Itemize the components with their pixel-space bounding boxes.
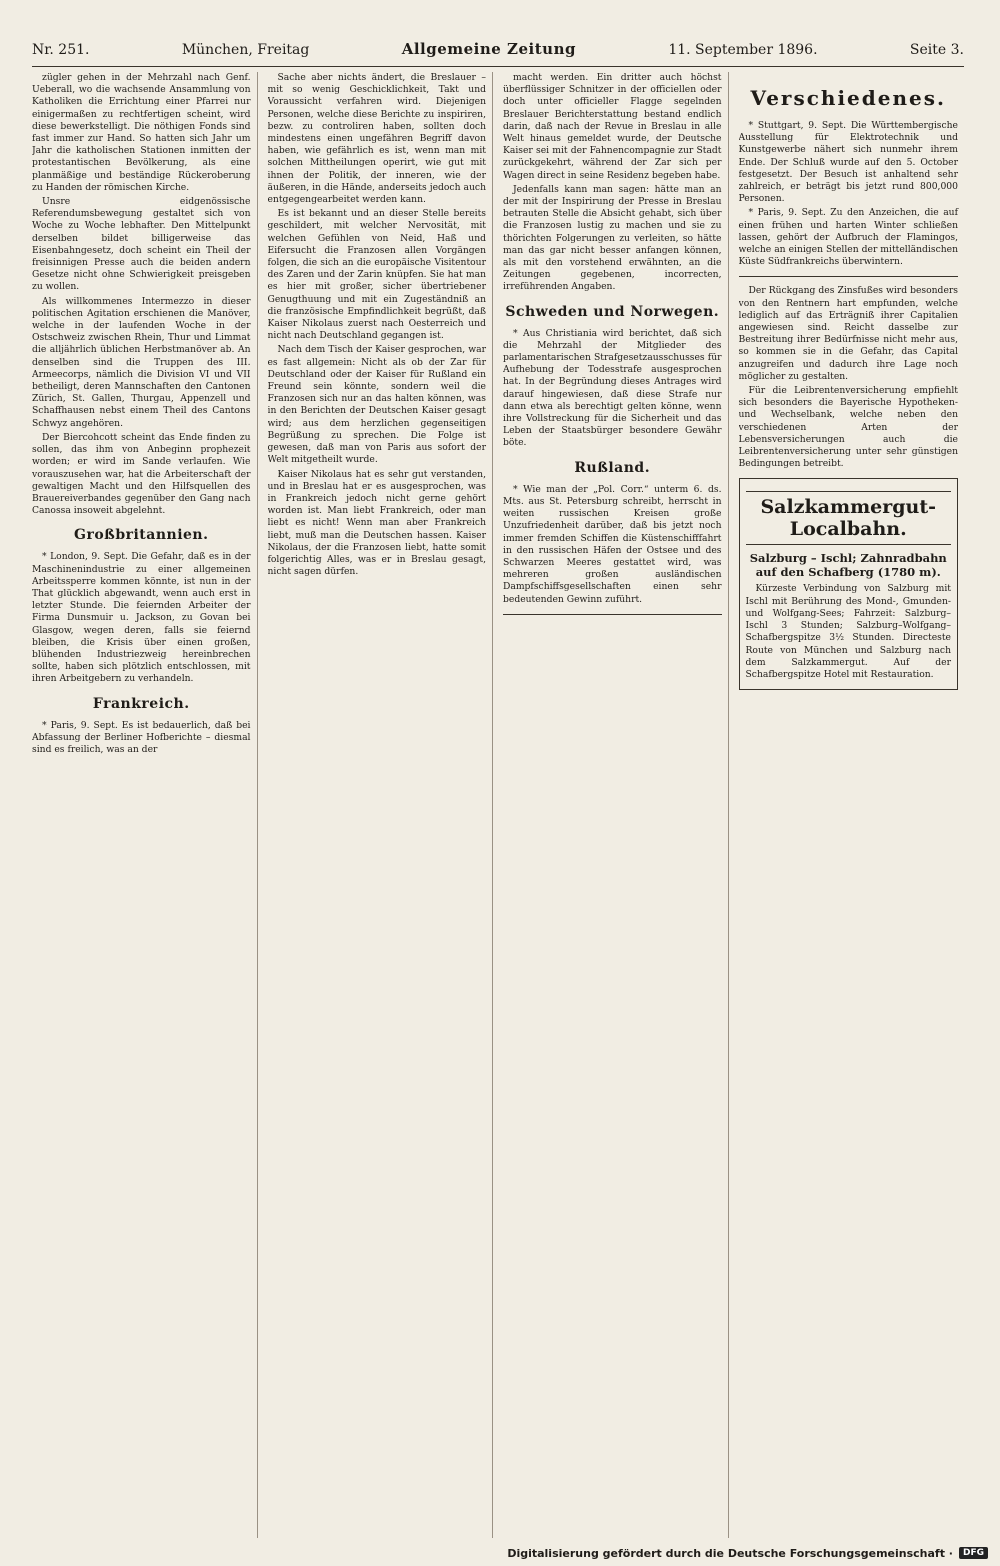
article-paragraph: * Aus Christiania wird berichtet, daß sich die Mehrzahl der Mitglieder des parlamentarischen Strafgesetzausschusses für Aufhebung der Todesstrafe ausgesprochen hat. In der Begründung dieses Antrages wird darauf hingewiesen, daß diese Strafe nur dann etwa als berechtigt gelten könne, wenn ihre Vollstreckung für die Sicherheit und das Leben der Staatsbürger besondere Gewähr böte. [503,327,722,449]
section-heading: Verschiedenes. [750,86,946,110]
article-paragraph: Nach dem Tisch der Kaiser gesprochen, war es fast allgemein: Nicht als ob der Zar für Deutschland oder der Kaiser für Rußland ein Freund sein könnte, sondern weil die Franzosen sich nur an das halten können, was in den Berichten der Deutschen Kaiser gesagt wird; aus dem herzlichen gegenseitigen Begrüßung zu sprechen. Die Folge ist gewesen, daß man von Paris aus sofort der Welt mitgetheilt wurde. [267,344,486,466]
article-paragraph: Der Rückgang des Zinsfußes wird besonders von den Rentnern hart empfunden, welche lediglich auf das Erträgniß ihrer Capitalien angewiesen sind. Reicht dasselbe zur Bestreitung ihrer Bedürfnisse nicht mehr aus, so kommen sie in die Gefahr, das Capital anzugreifen und dadurch ihre Lage noch möglicher zu gestalten. [738,285,958,382]
article-paragraph: * Stuttgart, 9. Sept. Die Württembergische Ausstellung für Elektrotechnik und Kunstgewerbe nähert sich nunmehr ihrem Ende. Der Schluß wurde auf den 5. October festgesetzt. Der Besuch ist anhaltend sehr zahlreich, er beträgt bis jetzt rund 800,000 Personen. [738,120,958,205]
masthead [32,40,964,67]
article-paragraph: Kaiser Nikolaus hat es sehr gut verstanden, und in Breslau hat er es ausgesprochen, was in Frankreich jedoch nicht gerne gehört worden ist. Man liebt Frankreich, oder man liebt es nicht! Wenn man aber Frankreich liebt, muß man die Deutschen hassen. Kaiser Nikolaus, der die Franzosen liebt, hatte somit folgerichtig Alles, was er in Breslau gesagt, nicht sagen dürfen. [267,468,486,578]
newspaper-title: Allgemeine Zeitung [401,40,576,58]
text-columns [32,72,964,1538]
article-paragraph: Der Biercohcott scheint das Ende finden zu sollen, das ihm von Anbeginn prophezeit worden; er wird im Sande verlaufen. Wie vorauszusehen war, hat die Arbeiterschaft der gewaltigen Macht und den Hilfsquellen des Brauereiverbandes gegenüber den Gang nach Canossa insoweit abgelehnt. [32,431,251,517]
ad-title: Salzkammergut-Localbahn. [746,491,952,545]
advertisement [739,478,959,690]
issue-date: 11. September 1896. [668,42,818,58]
column-3 [503,72,729,1538]
article-paragraph: Sache aber nichts ändert, die Breslauer – mit so wenig Geschicklichkeit, Takt und Voraussicht verfahren wird. Diejenigen Personen, welche diese Berichte zu inspiriren, bezw. zu controliren haben, sollten doch mindestens einen ungefähren Begriff davon haben, wie gefährlich es ist, wenn man mit solchen Mittheilungen operirt, wie gut mit ihnen der Politik, der inneren, wie der äußeren, in die Hände, anderseits jedoch auch entgegengearbeitet werden kann. [267,72,486,206]
article-paragraph: Als willkommenes Intermezzo in dieser politischen Agitation erschienen die Manöver, welche in der laufenden Woche in der Ostschweiz zwischen Rhein, Thur und Limmat die alljährlich üblichen Herbstmanöver ab. An denselben sind die Truppen des III. Armeecorps, nämlich die Division VI und VII betheiligt, deren Mannschaften den Cantonen Zürich, St. Gallen, Thurgau, Appenzell und Schaffhausen nebst einem Theil des Cantons Schwyz angehören. [32,295,251,429]
section-rule [503,614,722,615]
funding-note: Digitalisierung gefördert durch die Deutsche Forschungsgemeinschaft · [507,1546,953,1560]
article-paragraph: * Paris, 9. Sept. Zu den Anzeichen, die auf einen frühen und harten Winter schließen lassen, gehört der Aufbruch der Flamingos, welche an einigen Stellen der mittelländischen Küste Südfrankreichs überwintern. [738,207,958,268]
issue-number: Nr. 251. [32,42,90,58]
section-heading: Großbritannien. [74,527,209,544]
ad-subtitle: Salzburg – Ischl; Zahnradbahn auf den Schafberg (1780 m). [749,551,947,580]
place-day: München, Freitag [181,42,310,58]
article-paragraph: macht werden. Ein dritter auch höchst überflüssiger Schnitzer in der officiellen oder doch unter officieller Flagge segelnden Breslauer Berichterstattung bestand endlich darin, daß nach der Revue in Breslau in alle Welt hinaus gemeldet wurde, der Deutsche Kaiser sei mit der Fahnencompagnie zur Stadt zurückgekehrt, während der Zar sich per Wagen direct in seine Residenz begeben habe. [503,72,722,181]
section-heading: Rußland. [574,459,651,476]
page-number: Seite 3. [909,42,964,58]
ad-text: Kürzeste Verbindung von Salzburg mit Ischl mit Berührung des Mond-, Gmunden- und Wolfgang-Sees; Fahrzeit: Salzburg–Ischl 3 Stunden; Salzburg–Wolfgang–Schafbergspitze 3½ Stunden. Directeste Route von München und Salzburg nach dem Salzkammergut. Auf der Schafbergspitze Hotel mit Restauration. [745,583,951,680]
column-1 [32,72,258,1538]
section-rule [739,276,959,277]
article-paragraph: Unsre eidgenössische Referendumsbewegung gestaltet sich von Woche zu Woche lebhafter. Den Mittelpunkt derselben bildet billigerweise das Eisenbahngesetz, doch scheint ein Theil der freisinnigen Presse auch die beiden andern Gesetze nicht ohne Schwierigkeit preisgeben zu wollen. [32,196,251,293]
column-2 [268,72,494,1538]
column-4 [739,72,965,1538]
dfg-logo: DFG [959,1547,988,1559]
section-heading: Schweden und Norwegen. [505,303,720,320]
article-paragraph: * London, 9. Sept. Die Gefahr, daß es in der Maschinenindustrie zu einer allgemeinen Arbeitssperre kommen könnte, ist nun in der That glücklich abgewandt, wenn auch erst in letzter Stunde. Die feiernden Arbeiter der Firma Dunsmuir u. Jackson, zu Govan bei Glasgow, wegen deren, falls sie feiernd bleiben, die Krisis über einen großen, blühenden Industriezweig hereinbrechen sollte, haben sich plötzlich entschlossen, mit ihren Arbeitgebern zu verhandeln. [32,551,251,685]
section-heading: Frankreich. [92,695,190,712]
article-paragraph: * Paris, 9. Sept. Es ist bedauerlich, daß bei Abfassung der Berliner Hofberichte – diesmal sind es freilich, was an der [32,719,251,755]
article-paragraph: Jedenfalls kann man sagen: hätte man an der mit der Inspirirung der Presse in Breslau betrauten Stelle die Absicht gehabt, sich über die Franzosen lustig zu machen und sie zu thörichten Folgerungen zu verleiten, so hätte man das gar nicht besser anfangen können, als mit den vorstehend erwähnten, an die Zeitungen gegebenen, incorrecten, irreführenden Angaben. [503,183,722,293]
digitization-footer [0,1544,1000,1562]
article-paragraph: * Wie man der „Pol. Corr.“ unterm 6. ds. Mts. aus St. Petersburg schreibt, herrscht in weiten russischen Kreisen große Unzufriedenheit darüber, daß bis jetzt noch immer fremden Schiffen die Küstenschifffahrt in den russischen Häfen der Ostsee und des Schwarzen Meeres gestattet wird, was mehreren großen ausländischen Dampfschiffsgesellschaften einen sehr bedeutenden Gewinn zuführt. [503,483,722,605]
article-paragraph: zügler gehen in der Mehrzahl nach Genf. Ueberall, wo die wachsende Ansammlung von Katholiken die Errichtung einer Pfarrei nur einigermaßen zu rechtfertigen scheint, wird diese bewerkstelligt. Die nöthigen Fonds sind fast immer zur Hand. So hatten sich Jahr um Jahr die katholischen Stationen inmitten der protestantischen Bevölkerung, als eine planmäßige und beständige Rückeroberung zu Handen der römischen Kirche. [32,72,251,193]
article-paragraph: Für die Leibrentenversicherung empfiehlt sich besonders die Bayerische Hypotheken- und Wechselbank, welche neben den verschiedenen Arten der Lebensversicherungen auch die Leibrentenversicherung unter sehr günstigen Bedingungen betreibt. [738,385,958,470]
article-paragraph: Es ist bekannt und an dieser Stelle bereits geschildert, mit welcher Nervosität, mit welchen Gefühlen von Neid, Haß und Eifersucht die Franzosen allen Vorgängen folgen, die sich an die europäische Visitentour des Zaren und der Zarin knüpfen. Sie hat man es hier mit großer, sicher übertriebener Genugthuung und mit ein Zugeständniß an die französische Empfindlichkeit begrüßt, daß Kaiser Nikolaus zuerst nach Oesterreich und nicht nach Deutschland gegangen ist. [267,208,486,342]
